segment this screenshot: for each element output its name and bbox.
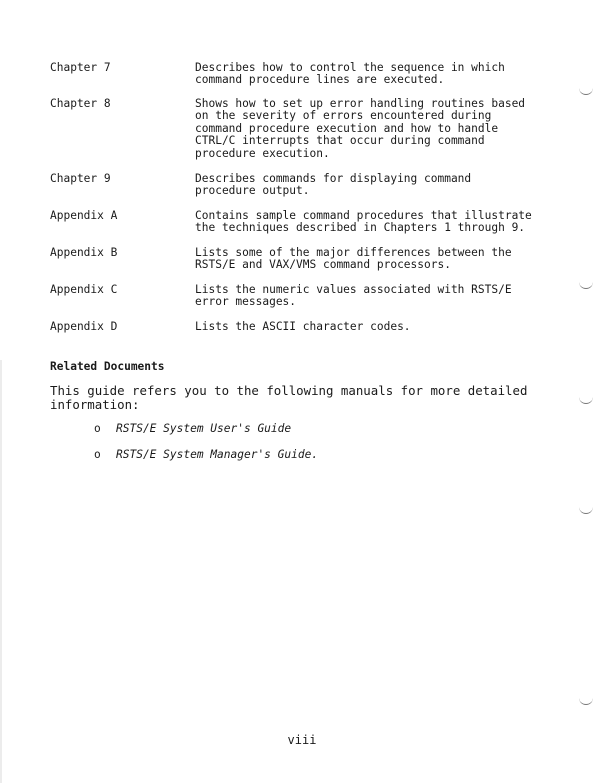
margin-tick [579, 698, 593, 705]
margin-tick [579, 88, 593, 95]
margin-tick [579, 507, 593, 514]
section-heading: Related Documents [50, 360, 165, 373]
entry-description: Describes how to control the sequence in which command procedure lines are executed. [195, 61, 505, 87]
entry-description: Describes commands for displaying command procedure output. [195, 172, 472, 198]
entry-term: Chapter 7 [50, 61, 111, 74]
entry-term: Appendix B [50, 246, 118, 259]
related-document-title: RSTS/E System User's Guide [116, 422, 292, 435]
related-document-item [94, 448, 318, 461]
entry-description: Contains sample command procedures that illustrate the techniques described in Chapters 1 through 9. [195, 209, 532, 235]
margin-tick [579, 397, 593, 404]
entry-term: Appendix C [50, 283, 118, 296]
related-document-item [94, 422, 291, 435]
entry-description: Lists the numeric values associated with RSTS/E error messages. [195, 283, 512, 309]
entry-term: Chapter 8 [50, 97, 111, 110]
entry-description: Lists the ASCII character codes. [195, 320, 411, 333]
page-number: viii [287, 733, 317, 747]
margin-tick [579, 282, 593, 289]
bullet-marker: o [94, 422, 101, 435]
entry-description: Shows how to set up error handling routines based on the severity of errors encountered during command procedure execution and how to handle CTRL/C interrupts that occur during command procedure execution. [195, 97, 526, 160]
binding-edge [0, 360, 2, 783]
entry-term: Chapter 9 [50, 172, 111, 185]
entry-description: Lists some of the major differences between the RSTS/E and VAX/VMS command processors. [195, 246, 512, 272]
entry-term: Appendix A [50, 209, 118, 222]
section-intro: This guide refers you to the following manuals for more detailed information: [50, 383, 528, 412]
bullet-marker: o [94, 448, 101, 461]
related-document-title: RSTS/E System Manager's Guide. [116, 448, 319, 461]
entry-term: Appendix D [50, 320, 118, 333]
